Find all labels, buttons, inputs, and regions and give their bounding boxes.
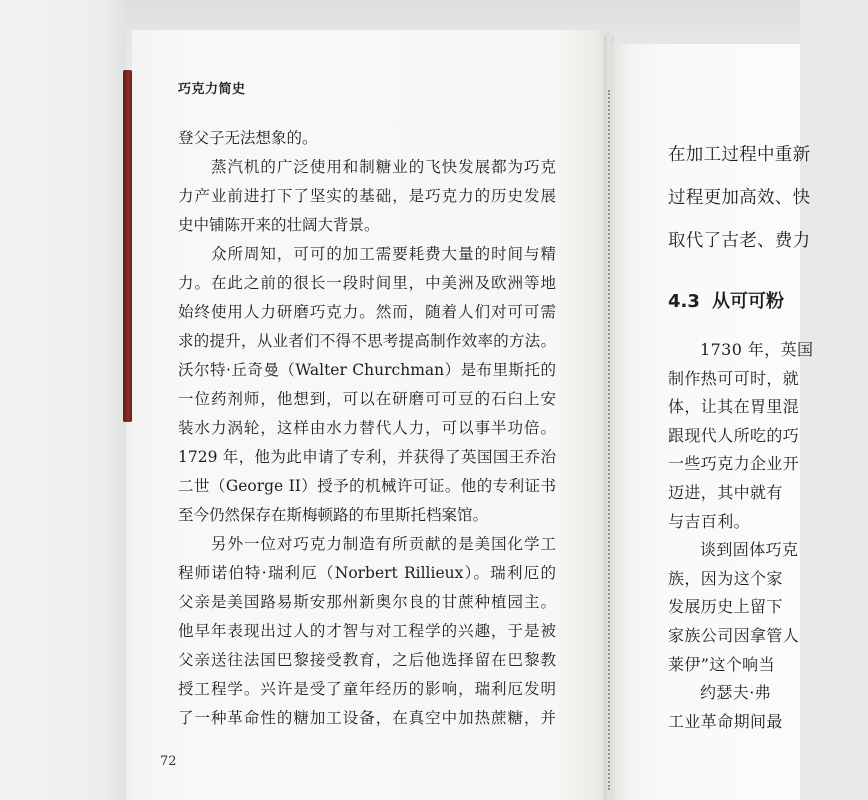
text-line: 程师诺伯特·瑞利厄（Norbert Rillieux）。瑞利厄的 (178, 564, 556, 582)
text-line: 了一种革命性的糖加工设备，在真空中加热蔗糖，并 (178, 709, 556, 727)
text-line: 家族公司因拿管人 (668, 625, 800, 645)
text-line: 父亲是美国路易斯安那州新奥尔良的甘蔗种植园主。 (178, 593, 556, 611)
table-background (0, 0, 126, 800)
right-page (612, 44, 814, 800)
text-line: 1729 年，他为此申请了专利，并获得了英国国王乔治 (178, 448, 556, 466)
text-line: 迈进，其中就有 (668, 482, 783, 502)
text-line: 一些巧克力企业开 (668, 454, 800, 474)
text-line: 求的提升，从业者们不得不思考提高制作效率的方法。 (178, 332, 556, 350)
text-line: 授工程学。兴许是受了童年经历的影响，瑞利厄发明 (178, 680, 556, 698)
text-line: 众所周知，可可的加工需要耗费大量的时间与精 (211, 245, 556, 263)
section-title: 从可可粉 (712, 291, 784, 312)
text-line: 跟现代人所吃的巧 (668, 425, 800, 445)
text-line: 制作热可可时，就 (668, 368, 800, 388)
text-line: 他早年表现出过人的才智与对工程学的兴趣，于是被 (178, 622, 556, 640)
right-page-body (668, 336, 868, 736)
text-line: 力产业前进打下了坚实的基础，是巧克力的历史发展 (178, 187, 556, 205)
text-line: 一位药剂师，他想到，可以在研磨可可豆的石臼上安 (178, 390, 556, 408)
text-line: 工业革命期间最 (668, 711, 783, 731)
text-line: 约瑟夫·弗 (700, 683, 772, 703)
text-line: 体，让其在胃里混 (668, 397, 800, 417)
text-line: 发展历史上留下 (668, 597, 783, 617)
text-line: 莱伊”这个响当 (668, 654, 775, 674)
text-line: 装水力涡轮，这样由水力替代人力，可以事半功倍。 (178, 419, 556, 437)
text-line: 二世（George II）授予的机械许可证。他的专利证书 (178, 477, 556, 495)
section-heading (668, 288, 784, 316)
text-line: 另外一位对巧克力制造有所贡献的是美国化学工 (211, 535, 556, 553)
text-line: 始终使用人力研磨巧克力。然而，随着人们对可可需 (178, 303, 556, 321)
text-line: 与吉百利。 (668, 511, 751, 531)
left-page-body (178, 124, 556, 733)
text-line: 取代了古老、费力 (668, 231, 811, 251)
text-line: 谈到固体巧克 (700, 540, 799, 560)
text-line: 登父子无法想象的。 (178, 129, 318, 147)
book-cover-edge (123, 70, 132, 422)
right-page-top-text (668, 134, 868, 263)
binding-stitches (608, 90, 610, 790)
text-line: 1730 年，英国 (700, 340, 814, 359)
text-line: 族，因为这个家 (668, 568, 783, 588)
text-line: 父亲送往法国巴黎接受教育，之后他选择留在巴黎教 (178, 651, 556, 669)
text-line: 在加工过程中重新 (668, 145, 811, 165)
section-number: 4.3 (668, 291, 700, 312)
text-line: 过程更加高效、快 (668, 188, 811, 208)
text-line: 史中铺陈开来的壮阔大背景。 (178, 216, 380, 234)
text-line: 至今仍然保存在斯梅顿路的布里斯托档案馆。 (178, 506, 489, 524)
text-line: 力。在此之前的很长一段时间里，中美洲及欧洲等地 (178, 274, 556, 292)
page-number: 72 (160, 754, 177, 769)
running-head: 巧克力简史 (178, 82, 246, 97)
text-line: 蒸汽机的广泛使用和制糖业的飞快发展都为巧克 (211, 158, 556, 176)
left-page (132, 30, 610, 800)
text-line: 沃尔特·丘奇曼（Walter Churchman）是布里斯托的 (178, 361, 556, 379)
